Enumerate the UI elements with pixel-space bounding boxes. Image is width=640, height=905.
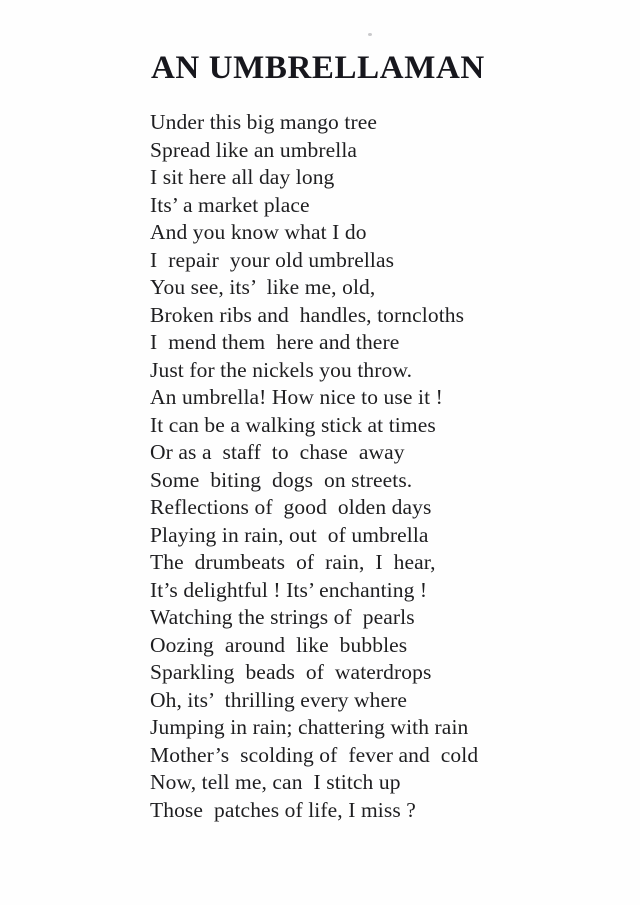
poem-line: Broken ribs and handles, torncloths <box>150 302 465 327</box>
poem-line: Jumping in rain; chattering with rain <box>150 715 469 739</box>
poem-line: Just for the nickels you throw. <box>150 357 413 382</box>
poem-line: Watching the strings of pearls <box>150 605 415 629</box>
poem-body <box>150 109 478 824</box>
poem-line: Its’ a market place <box>150 192 310 217</box>
poem-line: Spread like an umbrella <box>150 137 358 162</box>
poem-line: Or as a staff to chase away <box>150 440 405 464</box>
poem-line: I sit here all day long <box>150 165 335 189</box>
poem-line: It’s delightful ! Its’ enchanting ! <box>150 577 428 602</box>
poem-line: Those patches of life, I miss ? <box>150 797 416 822</box>
poem-line: The drumbeats of rain, I hear, <box>150 550 436 574</box>
poem-line: I mend them here and there <box>150 330 400 354</box>
poem-line: Mother’s scolding of fever and cold <box>150 742 479 767</box>
poem-line: Sparkling beads of waterdrops <box>150 660 432 684</box>
poem-line: Oh, its’ thrilling every where <box>150 687 408 712</box>
poem-line: You see, its’ like me, old, <box>150 275 376 299</box>
poem-line: It can be a walking stick at times <box>150 412 436 437</box>
scan-speck-artifact <box>368 33 372 36</box>
poem-line: And you know what I do <box>150 220 367 244</box>
poem-line: Some biting dogs on streets. <box>150 467 413 492</box>
poem-line: Playing in rain, out of umbrella <box>150 522 429 547</box>
poem-line: Under this big mango tree <box>150 110 378 134</box>
poem-line: I repair your old umbrellas <box>150 247 395 272</box>
poem-title: AN UMBRELLAMAN <box>151 50 485 86</box>
poem-line: Reflections of good olden days <box>150 495 432 519</box>
poem-line: Now, tell me, can I stitch up <box>150 770 401 794</box>
poem-line: An umbrella! How nice to use it ! <box>150 385 443 409</box>
poem-line: Oozing around like bubbles <box>150 632 408 657</box>
